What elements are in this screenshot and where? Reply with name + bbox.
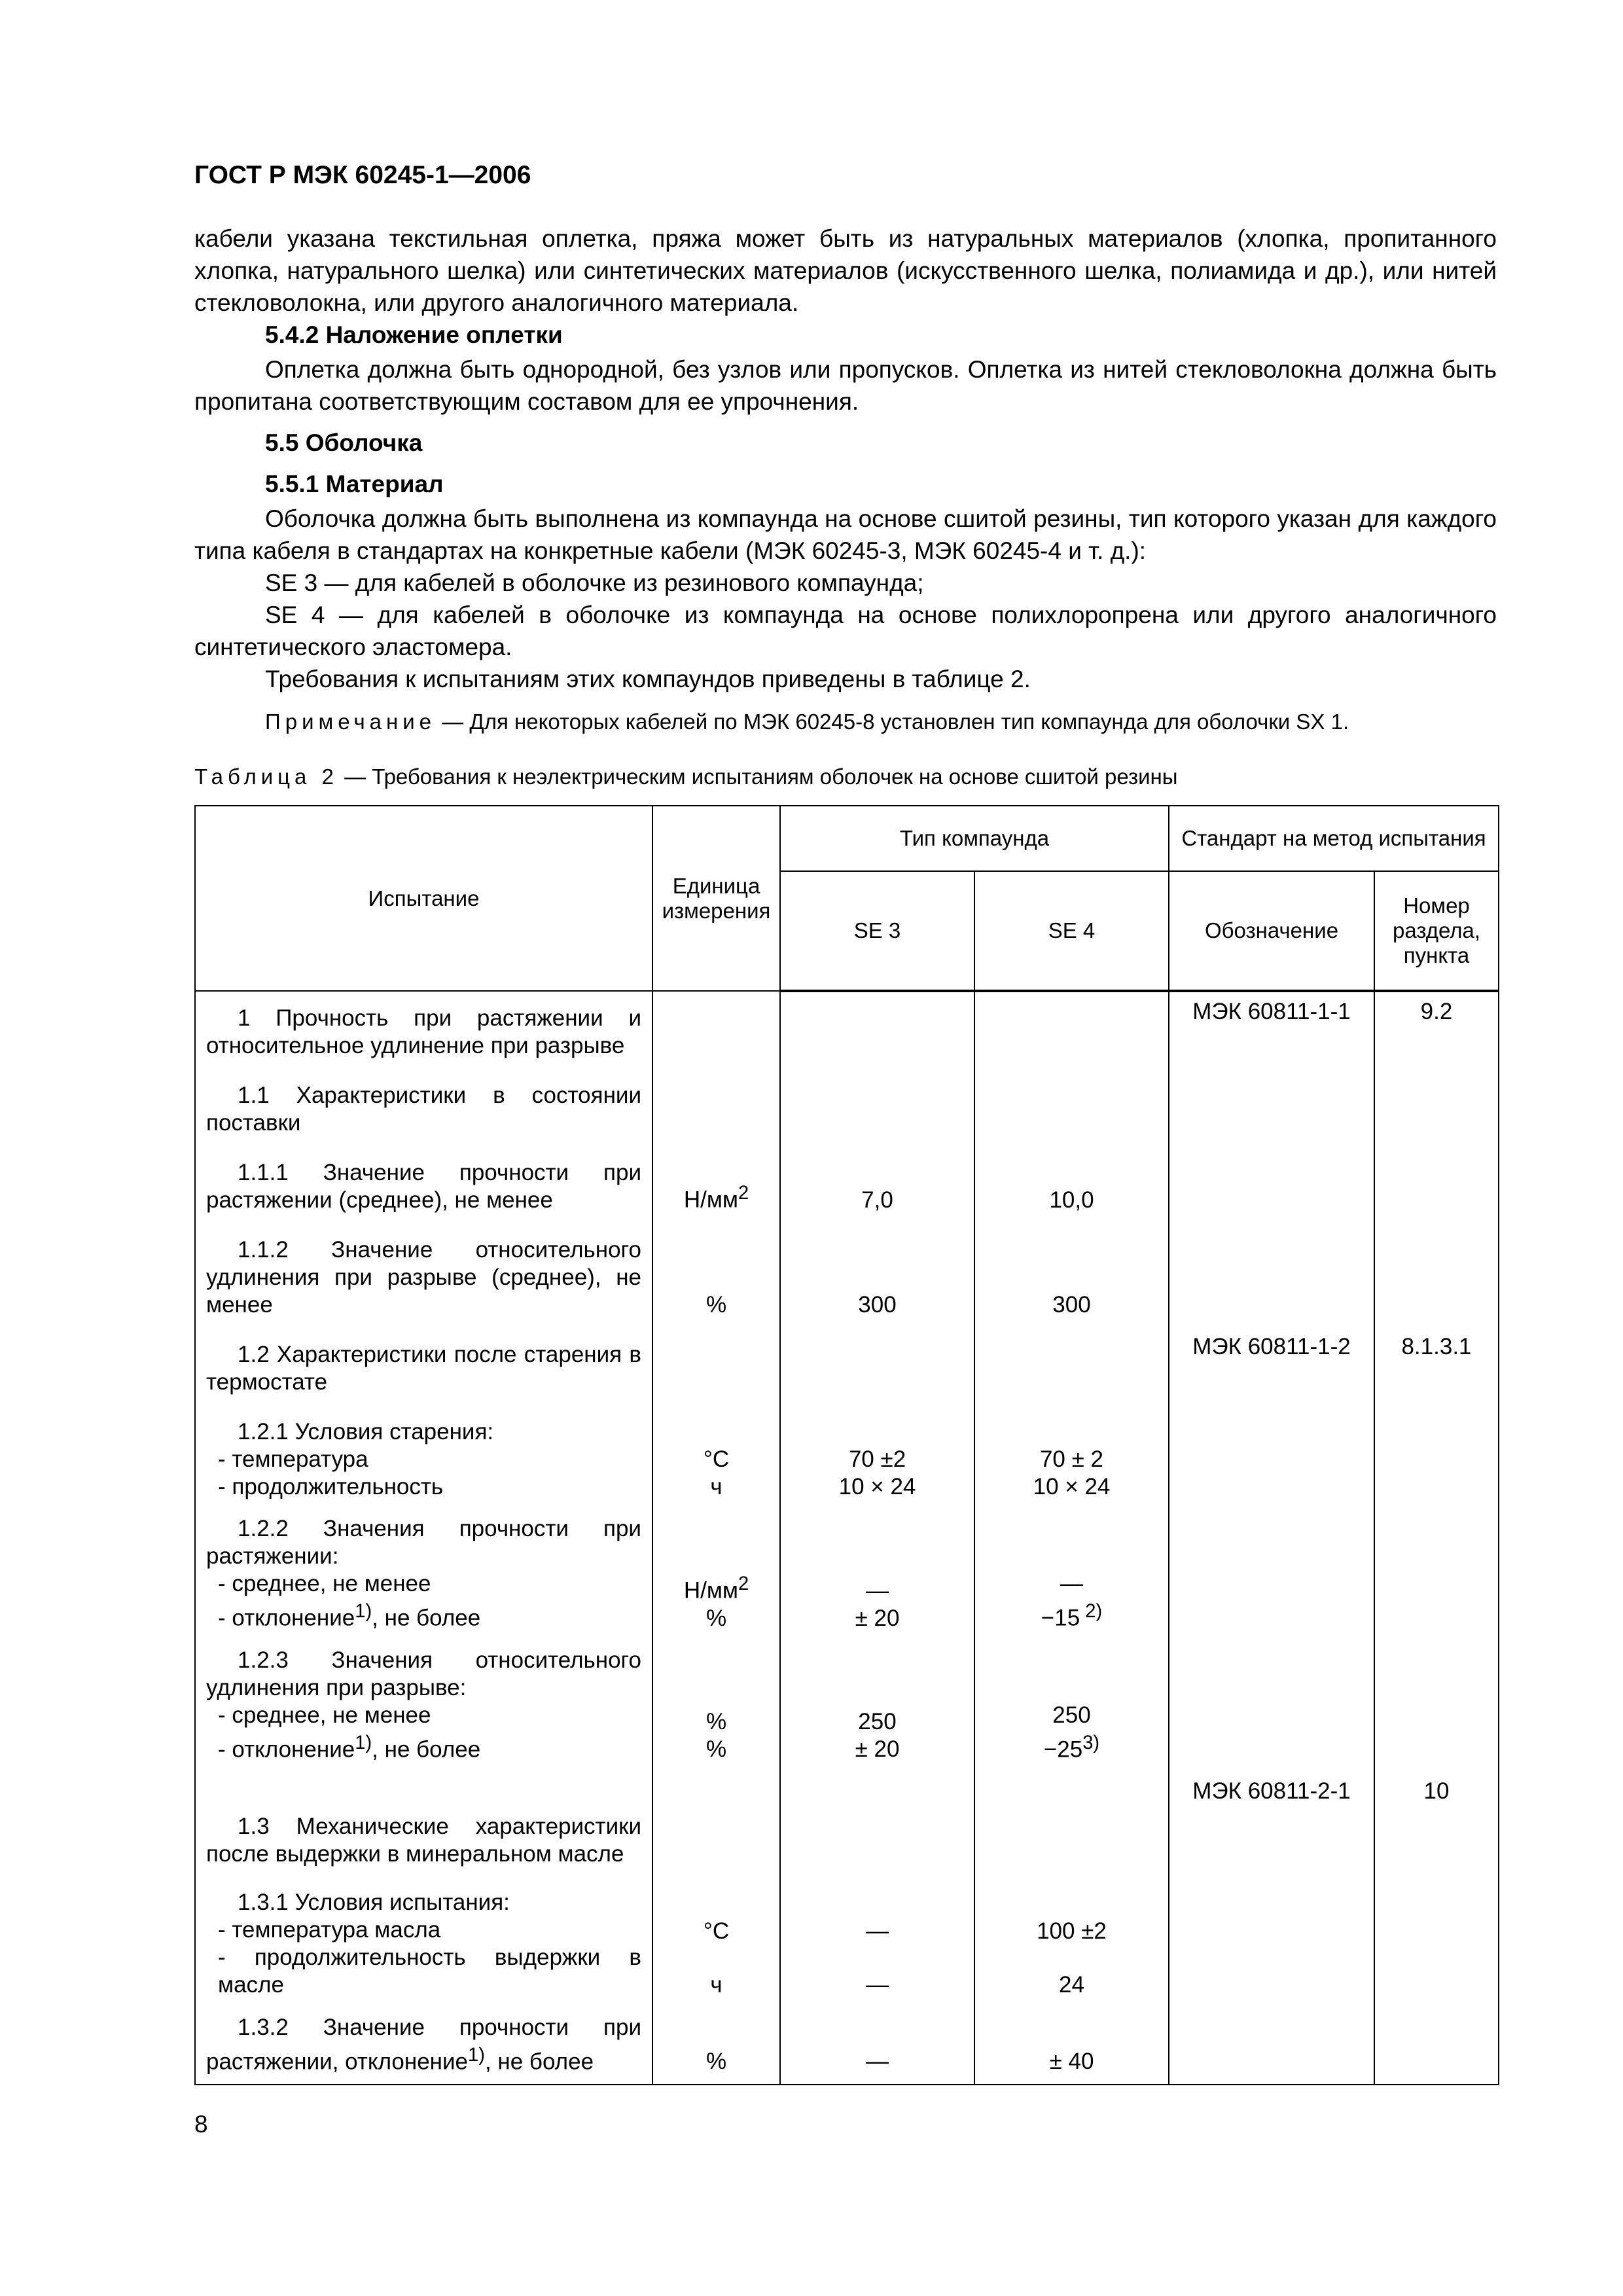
se4-value: 300 (974, 1223, 1169, 1327)
requirements-table (194, 805, 1499, 2085)
se3-value: — ± 20 (780, 1509, 974, 1641)
standard-designation: МЭК 60811-2-1 (1169, 1772, 1374, 1876)
se3-value: 250 ± 20 (780, 1641, 974, 1772)
table-caption-text: — Требования к неэлектрическим испытаниям оболочек на основе сшитой резины (338, 764, 1178, 789)
se4-value: ± 40 (974, 2007, 1169, 2085)
test-name: 1.2 Характеристики после старения в термостате (206, 1342, 641, 1395)
se4-value: 100 ±2 24 (974, 1876, 1169, 2007)
table-row (195, 1509, 1499, 1641)
header-se3: SE 3 (780, 871, 974, 991)
header-se4: SE 4 (974, 871, 1169, 991)
table-row (195, 1772, 1499, 1876)
header-test: Испытание (195, 806, 652, 991)
test-name: 1.3.1 Условия испытания: (238, 1890, 510, 1916)
table-row (195, 1223, 1499, 1327)
unit-cell: °C ч (652, 1405, 780, 1509)
unit-cell: % (652, 1223, 780, 1327)
table-row (195, 991, 1499, 1068)
standard-designation: МЭК 60811-1-2 (1169, 1327, 1374, 1405)
clause-number: 9.2 (1374, 991, 1499, 1068)
paragraph-se3: SE 3 — для кабелей в оболочке из резинового компаунда; (265, 569, 924, 596)
unit-cell: $Н/мм^2$ % (652, 1509, 780, 1641)
page-number: 8 (194, 2111, 208, 2138)
test-subitem: - температура (218, 1446, 368, 1472)
test-name: 1.3 Механические характеристики после выдержки в минеральном масле (206, 1814, 641, 1867)
test-subitem: - продолжительность выдержки в масле (218, 1945, 641, 1998)
header-compound-type: Тип компаунда (780, 806, 1169, 871)
clause-number: 8.1.3.1 (1374, 1327, 1499, 1405)
document-header: ГОСТ Р МЭК 60245-1—2006 (194, 161, 531, 189)
note (194, 706, 1497, 738)
test-name: 1.2.2 Значения прочности при растяжении: (206, 1516, 641, 1569)
paragraph-sheath-material: Оболочка должна быть выполнена из компаунда на основе сшитой резины, тип которого указан для каждого типа кабеля в стандартах на конкретные кабели (МЭК 60245-3, МЭК 60245-4 и т. д.): (194, 505, 1497, 564)
paragraph-se4: SE 4 — для кабелей в оболочке из компаунда на основе полихлоропрена или другого аналогичного синтетического эластомера. (194, 601, 1497, 660)
test-subitem: - температура масла (218, 1917, 441, 1943)
test-name: 1.3.2 Значение прочности при растяжении, отклонение$^{1)}$, не более (206, 2014, 641, 2075)
test-name: 1.1.2 Значение относительного удлинения при разрыве (среднее), не менее (206, 1237, 641, 1318)
heading-5-5-1: 5.5.1 Материал (265, 471, 444, 497)
unit-cell: °C ч (652, 1876, 780, 2007)
header-test-standard: Стандарт на метод испытания (1169, 806, 1499, 871)
heading-5-4-2: 5.4.2 Наложение оплетки (265, 321, 563, 348)
test-subitem: - продолжительность (218, 1474, 444, 1499)
paragraph-requirements: Требования к испытаниям этих компаундов приведены в таблице 2. (265, 666, 1031, 692)
se3-value: 70 ±2 10 × 24 (780, 1405, 974, 1509)
test-name: 1.2.1 Условия старения: (238, 1419, 494, 1444)
clause-number: 10 (1374, 1772, 1499, 1876)
table-caption (194, 764, 1178, 789)
test-subitem: - отклонение$^{1)}$, не более (218, 1732, 481, 1763)
se3-value: — — (780, 1876, 974, 2007)
se3-value: — (780, 2007, 974, 2085)
note-text: — Для некоторых кабелей по МЭК 60245-8 установлен тип компаунда для оболочки SX 1. (436, 709, 1349, 734)
table-row (195, 1876, 1499, 2007)
paragraph-braid-materials: кабели указана текстильная оплетка, пряжа может быть из натуральных материалов (хлопка, пропитанного хлопка, натурального шелка) или синтетических материалов (искусственного шелка, полиамида и др.), или нитей стекловолокна, или другого аналогичного материала. (194, 225, 1497, 316)
table-caption-label: Таблица 2 (194, 764, 338, 789)
test-name: 1.2.3 Значения относительного удлинения при разрыве: (206, 1647, 641, 1700)
unit-cell: % (652, 2007, 780, 2085)
se4-value: — −15 $^{2)}$ (974, 1509, 1169, 1641)
table-row (195, 2007, 1499, 2085)
se3-value: 300 (780, 1223, 974, 1327)
unit-cell: $Н/мм^2$ (652, 1145, 780, 1223)
unit-cell: % % (652, 1641, 780, 1772)
header-unit: Единица измерения (652, 806, 780, 991)
heading-5-5: 5.5 Оболочка (265, 429, 423, 456)
table-row (195, 1327, 1499, 1405)
test-name: 1.1 Характеристики в состоянии поставки (206, 1083, 641, 1136)
table-row (195, 1068, 1499, 1145)
standard-designation: МЭК 60811-1-1 (1169, 991, 1374, 1068)
header-clause-number: Номер раздела, пункта (1374, 871, 1499, 991)
se4-value: 70 ± 2 10 × 24 (974, 1405, 1169, 1509)
test-subitem: - среднее, не менее (218, 1571, 431, 1596)
body-text (194, 223, 1497, 738)
table-row (195, 1405, 1499, 1509)
se3-value: 7,0 (780, 1145, 974, 1223)
se4-value: 250 $-25^{3)}$ (974, 1641, 1169, 1772)
table-row (195, 1145, 1499, 1223)
se4-value: 10,0 (974, 1145, 1169, 1223)
paragraph-braid-application: Оплетка должна быть однородной, без узлов или пропусков. Оплетка из нитей стекловолокна должна быть пропитана соответствующим составом для ее упрочнения. (194, 356, 1497, 415)
test-subitem: - отклонение$^{1)}$, не более (218, 1601, 481, 1631)
note-label: Примечание (265, 709, 437, 734)
header-designation: Обозначение (1169, 871, 1374, 991)
test-name: 1 Прочность при растяжении и относительное удлинение при разрыве (206, 1005, 641, 1058)
table-row (195, 1641, 1499, 1772)
test-name: 1.1.1 Значение прочности при растяжении (среднее), не менее (206, 1160, 641, 1213)
test-subitem: - среднее, не менее (218, 1702, 431, 1728)
